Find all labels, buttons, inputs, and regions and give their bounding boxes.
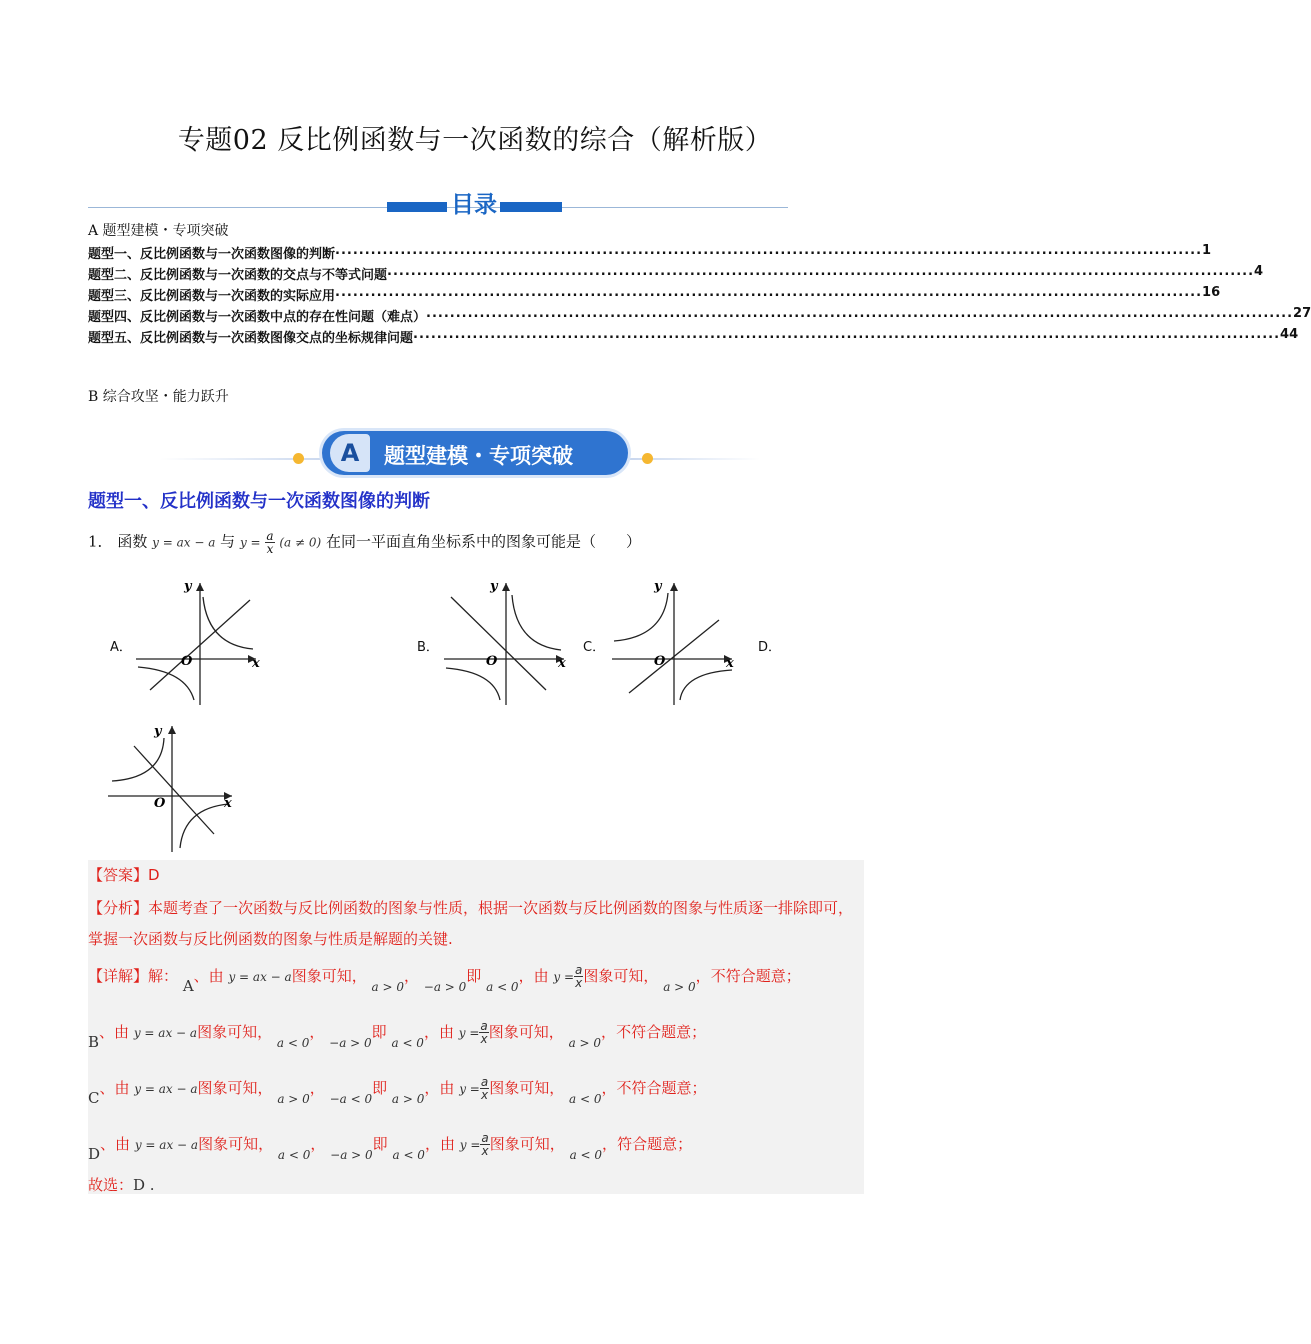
answer-value: D <box>148 866 160 884</box>
toc-item-page: 16 <box>1202 285 1221 300</box>
detail-line-d: D、由 y = ax − a图象可知， $_{a < 0}$， $_{-a > 0}$即 $_{a < 0}$，由 y = $\frac{a}{x}$ 图象可知， $_{a < 0}$，符合题意； <box>88 1131 693 1163</box>
section-heading: 题型一、反比例函数与一次函数图像的判断 <box>88 491 430 512</box>
detail-opt: B <box>88 1033 100 1051</box>
toc-section-a: A 题型建模・专项突破 <box>88 223 229 239</box>
detail-opt: A <box>182 977 194 995</box>
toc-heading: 目录 <box>451 192 497 218</box>
conclusion-line <box>88 1174 155 1195</box>
toc-bar-left <box>387 202 447 212</box>
linear-graph <box>451 597 546 690</box>
toc-dots: .................................................................................................................................................. <box>426 306 1294 321</box>
x-label: x <box>224 796 232 811</box>
option-d-label[interactable]: D． <box>758 640 782 655</box>
toc-item-page: 27 <box>1293 306 1311 321</box>
y-axis-arrow <box>168 726 176 734</box>
toc-dots: .................................................................................................................................................. <box>387 264 1255 279</box>
hyperbola-branch-1 <box>614 593 668 641</box>
toc-dots: .................................................................................................................................................. <box>335 285 1203 300</box>
toc-bar-right <box>500 202 562 212</box>
inverse-condition: (a ≠ 0) <box>279 535 322 550</box>
x-label: x <box>726 656 734 671</box>
hyperbola-branch-2 <box>680 670 732 700</box>
y-axis-arrow <box>196 583 204 591</box>
toc-item-text: 题型三、反比例函数与一次函数的实际应用 <box>88 289 336 304</box>
conclusion-value: D . <box>133 1176 155 1194</box>
graph-option-d[interactable] <box>104 718 244 856</box>
y-axis-arrow <box>502 583 510 591</box>
graph-option-b[interactable] <box>436 575 576 710</box>
detail-line-a: 【详解】解： A、由 y = ax − a图象可知， $_{a > 0}$， $_{-a > 0}$即 $_{a < 0}$，由 y = $\frac{a}{x}$ 图象可知， $_{a > 0}$，不符合题意； <box>88 963 801 995</box>
conclusion-label: 故选： <box>88 1176 134 1194</box>
toc-item-text: 题型一、反比例函数与一次函数图像的判断 <box>88 247 336 262</box>
banner-dot-right <box>642 453 653 464</box>
toc-item-text: 题型五、反比例函数与一次函数图像交点的坐标规律问题 <box>88 331 414 346</box>
hyperbola-branch-2 <box>180 804 229 848</box>
toc-dots: .................................................................................................................................................. <box>335 243 1203 258</box>
banner-dot-left <box>293 453 304 464</box>
toc-section-b: B 综合攻坚・能力跃升 <box>88 389 229 405</box>
hyperbola-branch-2 <box>138 667 194 700</box>
linear-function: y = ax − a <box>152 535 216 550</box>
analysis-paragraph <box>88 893 864 955</box>
graph-option-a[interactable] <box>128 575 268 710</box>
detail-label: 【详解】 <box>88 967 149 985</box>
y-axis-arrow <box>670 583 678 591</box>
detail-result: 符合题意； <box>617 1135 693 1153</box>
toc-item-text: 题型四、反比例函数与一次函数中点的存在性问题（难点） <box>88 310 427 325</box>
toc-item-page: 44 <box>1280 327 1299 342</box>
page-title: 专题02 反比例函数与一次函数的综合（解析版） <box>177 125 773 156</box>
detail-line-c: C、由 y = ax − a图象可知， $_{a > 0}$， $_{-a < 0}$即 $_{a > 0}$，由 y = $\frac{a}{x}$ 图象可知， $_{a < 0}$，不符合题意； <box>88 1075 707 1107</box>
inverse-fraction: $\frac{a}{x}$ <box>266 529 274 556</box>
x-label: x <box>558 656 566 671</box>
origin-label: O <box>654 654 666 669</box>
detail-intro: 解： <box>148 967 179 985</box>
toc-item-2[interactable] <box>88 264 1264 283</box>
toc-item-text: 题型二、反比例函数与一次函数的交点与不等式问题 <box>88 268 388 283</box>
toc-item-4[interactable] <box>88 306 1311 325</box>
answer-line <box>88 864 160 885</box>
option-b-label[interactable]: B． <box>417 640 439 655</box>
toc-item-5[interactable] <box>88 327 1299 346</box>
analysis-label: 【分析】 <box>88 899 149 917</box>
banner-letter: A <box>330 434 370 472</box>
y-label: y <box>184 579 192 594</box>
option-c-label[interactable]: C． <box>583 640 606 655</box>
detail-result: 不符合题意； <box>616 1079 707 1097</box>
question-number: 1． <box>88 532 113 551</box>
detail-result: 不符合题意； <box>616 1023 707 1041</box>
hyperbola-branch-2 <box>446 668 500 700</box>
detail-line-b: B、由 y = ax − a图象可知， $_{a < 0}$， $_{-a > 0}$即 $_{a < 0}$，由 y = $\frac{a}{x}$ 图象可知， $_{a > 0}$，不符合题意； <box>88 1019 707 1051</box>
hyperbola-branch-1 <box>112 738 164 781</box>
origin-label: O <box>154 796 166 811</box>
question-text-1: 函数 <box>117 532 148 551</box>
option-a-label[interactable]: A． <box>110 640 132 655</box>
toc-item-page: 1 <box>1202 243 1212 258</box>
toc-item-page: 4 <box>1254 264 1264 279</box>
hyperbola-branch-1 <box>512 595 561 650</box>
y-label: y <box>154 724 162 739</box>
detail-opt: C <box>88 1089 100 1107</box>
question-text-2: 与 <box>220 532 236 551</box>
origin-label: O <box>486 654 498 669</box>
question-stem <box>88 530 641 555</box>
origin-label: O <box>181 654 193 669</box>
toc-dots: .................................................................................................................................................. <box>413 327 1281 342</box>
x-label: x <box>252 656 260 671</box>
linear-graph <box>134 746 214 834</box>
answer-label: 【答案】 <box>88 866 149 884</box>
graph-option-c[interactable] <box>604 575 744 710</box>
y-label: y <box>490 579 498 594</box>
toc-item-3[interactable] <box>88 285 1221 304</box>
banner-text: 题型建模・专项突破 <box>384 444 573 468</box>
toc-item-1[interactable] <box>88 243 1212 262</box>
analysis-text: 本题考查了一次函数与反比例函数的图象与性质，根据一次函数与反比例函数的图象与性质逐一排除即可，掌握一次函数与反比例函数的图象与性质是解题的关键. <box>88 899 854 948</box>
inverse-lhs: y = <box>239 535 261 550</box>
detail-result: 不符合题意； <box>710 967 801 985</box>
y-label: y <box>654 579 662 594</box>
question-text-3: 在同一平面直角坐标系中的图象可能是（ ） <box>325 532 641 551</box>
detail-opt: D <box>88 1145 101 1163</box>
